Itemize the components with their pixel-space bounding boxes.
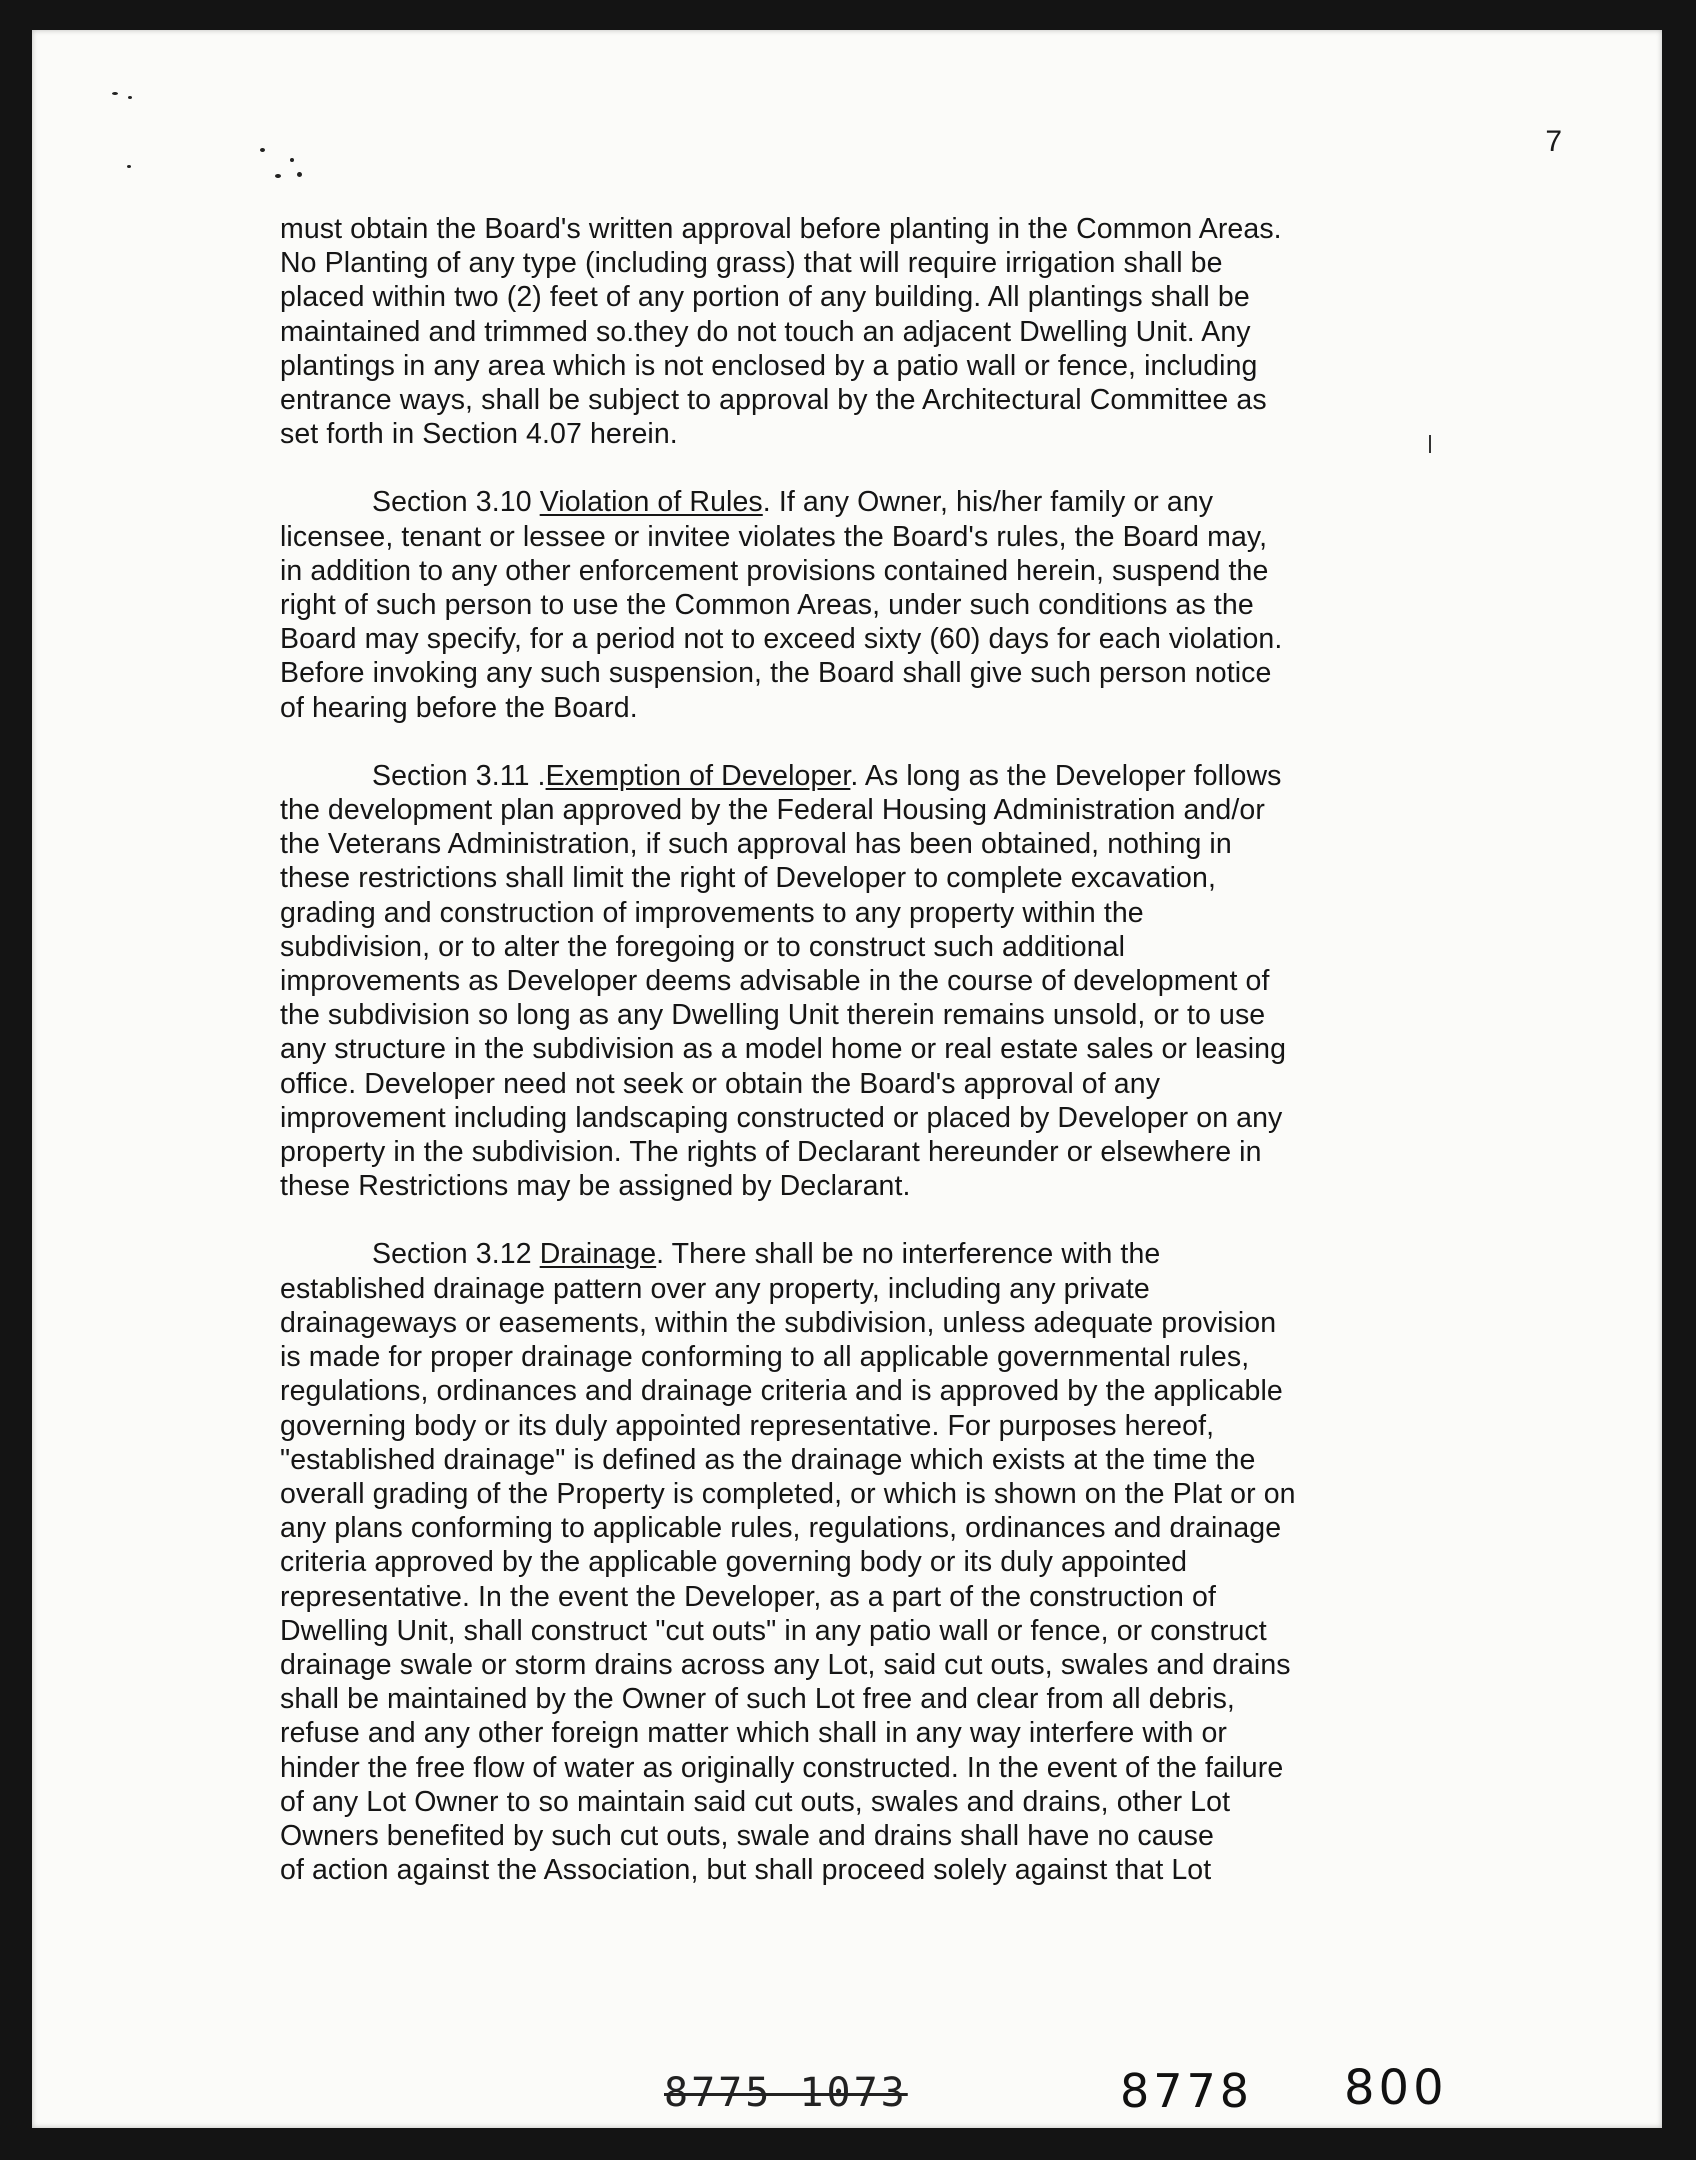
text-line: office. Developer need not seek or obtain the Board's approval of any: [280, 1067, 1161, 1100]
section-3-12: [280, 1237, 1480, 1887]
text-line: improvement including landscaping constructed or placed by Developer on any: [280, 1101, 1283, 1134]
text-line: Dwelling Unit, shall construct "cut outs" in any patio wall or fence, or construct: [280, 1614, 1267, 1647]
text-line: any structure in the subdivision as a model home or real estate sales or leasing: [280, 1033, 1287, 1066]
section-heading: Exemption of Developer: [545, 759, 851, 792]
text-line: these restrictions shall limit the right of Developer to complete excavation,: [280, 862, 1216, 895]
text-line: these Restrictions may be assigned by Declarant.: [280, 1170, 911, 1203]
section-3-11: [280, 759, 1480, 1204]
struck-document-numbers: 8775 1073: [664, 2070, 908, 2116]
text-line: set forth in Section 4.07 herein.: [280, 418, 678, 451]
text-line: any plans conforming to applicable rules, regulations, ordinances and drainage: [280, 1512, 1282, 1545]
paragraph-planting: [280, 212, 1480, 451]
text-line: of action against the Association, but shall proceed solely against that Lot: [280, 1854, 1212, 1887]
text-line: "established drainage" is defined as the drainage which exists at the time the: [280, 1443, 1256, 1476]
section-first-line: [280, 485, 1480, 519]
text-line: in addition to any other enforcement provisions contained herein, suspend the: [280, 554, 1269, 587]
text-line: the subdivision so long as any Dwelling Unit therein remains unsold, or to use: [280, 999, 1266, 1032]
section-label: Section 3.10: [372, 486, 532, 519]
text-line: property in the subdivision. The rights of Declarant hereunder or elsewhere in: [280, 1136, 1262, 1169]
section-first-line: [280, 759, 1480, 793]
text-line: Board may specify, for a period not to exceed sixty (60) days for each violation.: [280, 623, 1283, 656]
scan-speck: [290, 158, 294, 162]
text-line: entrance ways, shall be subject to approval by the Architectural Committee as: [280, 384, 1267, 417]
text-line: hinder the free flow of water as originally constructed. In the event of the failure: [280, 1751, 1284, 1784]
text-line: licensee, tenant or lessee or invitee violates the Board's rules, the Board may,: [280, 520, 1268, 553]
section-heading: Violation of Rules: [539, 486, 763, 519]
text-line: No Planting of any type (including grass) that will require irrigation shall be: [280, 247, 1223, 280]
text-line: refuse and any other foreign matter which shall in any way interfere with or: [280, 1717, 1227, 1750]
text-line: plantings in any area which is not enclosed by a patio wall or fence, including: [280, 349, 1258, 382]
text-line: right of such person to use the Common Areas, under such conditions as the: [280, 589, 1254, 622]
text-line: representative. In the event the Developer, as a part of the construction of: [280, 1580, 1216, 1613]
text-line: overall grading of the Property is completed, or which is shown on the Plat or on: [280, 1477, 1296, 1510]
scan-speck: [127, 165, 131, 168]
text-line: Owners benefited by such cut outs, swale and drains shall have no cause: [280, 1819, 1214, 1852]
section-label: Section 3.11 .: [372, 759, 546, 792]
text-line: of any Lot Owner to so maintain said cut outs, swales and drains, other Lot: [280, 1785, 1231, 1818]
page-code-number: 800: [1344, 2060, 1448, 2116]
document-page: [32, 30, 1662, 2128]
section-first-line-text: . As long as the Developer follows: [850, 759, 1282, 792]
document-footer: [32, 2060, 1662, 2130]
text-line: is made for proper drainage conforming to all applicable governmental rules,: [280, 1341, 1250, 1374]
section-first-line: [280, 1237, 1480, 1271]
text-line: subdivision, or to alter the foregoing or to construct such additional: [280, 930, 1126, 963]
page-number: 7: [1545, 125, 1562, 158]
text-line: drainageways or easements, within the subdivision, unless adequate provision: [280, 1306, 1277, 1339]
section-3-10: [280, 485, 1480, 724]
document-number: 8778: [1120, 2064, 1254, 2118]
text-line: established drainage pattern over any property, including any private: [280, 1272, 1150, 1305]
text-line: grading and construction of improvements to any property within the: [280, 896, 1144, 929]
text-line: shall be maintained by the Owner of such Lot free and clear from all debris,: [280, 1683, 1235, 1716]
text-line: drainage swale or storm drains across any Lot, said cut outs, swales and drains: [280, 1648, 1291, 1681]
section-label: Section 3.12: [372, 1238, 532, 1271]
scan-speck: [297, 172, 302, 177]
text-line: regulations, ordinances and drainage criteria and is approved by the applicable: [280, 1375, 1283, 1408]
text-line: must obtain the Board's written approval before planting in the Common Areas.: [280, 213, 1282, 245]
scan-speck: [275, 174, 281, 178]
scan-speck: [112, 92, 118, 95]
text-line: placed within two (2) feet of any portion of any building. All plantings shall be: [280, 281, 1250, 314]
text-line: criteria approved by the applicable governing body or its duly appointed: [280, 1546, 1188, 1579]
scan-speck: [128, 96, 132, 99]
text-line: governing body or its duly appointed representative. For purposes hereof,: [280, 1409, 1215, 1442]
text-line: Before invoking any such suspension, the Board shall give such person notice: [280, 657, 1272, 690]
document-body: [280, 212, 1480, 1921]
text-line: maintained and trimmed so.they do not touch an adjacent Dwelling Unit. Any: [280, 315, 1251, 348]
section-heading: Drainage: [539, 1238, 657, 1271]
section-first-line-text: . There shall be no interference with the: [656, 1238, 1161, 1271]
text-line: the Veterans Administration, if such approval has been obtained, nothing in: [280, 828, 1232, 861]
text-line: of hearing before the Board.: [280, 691, 638, 724]
text-line: the development plan approved by the Federal Housing Administration and/or: [280, 794, 1265, 827]
section-first-line-text: . If any Owner, his/her family or any: [762, 486, 1214, 519]
scan-speck: [260, 148, 265, 152]
text-line: improvements as Developer deems advisable in the course of development of: [280, 965, 1270, 998]
